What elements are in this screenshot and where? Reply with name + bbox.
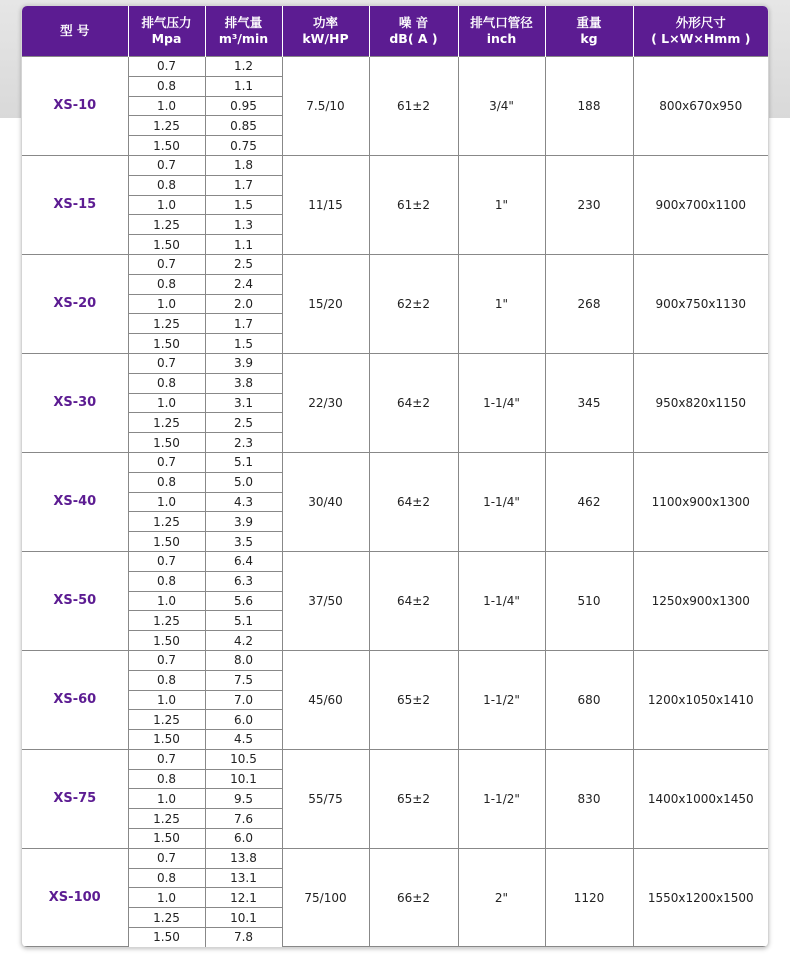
outlet-cell: 1-1/4" <box>458 452 545 551</box>
flow-cell: 0.95 <box>205 96 282 116</box>
dimensions-cell: 950x820x1150 <box>633 353 768 452</box>
flow-cell: 3.5 <box>205 532 282 552</box>
pressure-cell: 1.50 <box>128 235 205 255</box>
pressure-cell: 1.0 <box>128 393 205 413</box>
flow-cell: 1.5 <box>205 195 282 215</box>
power-cell: 55/75 <box>282 749 369 848</box>
flow-cell: 1.8 <box>205 155 282 175</box>
header-flow: 排气量 m³/min <box>205 6 282 57</box>
flow-cell: 2.5 <box>205 413 282 433</box>
flow-cell: 7.0 <box>205 690 282 710</box>
table-row <box>22 848 768 868</box>
weight-cell: 230 <box>545 155 633 254</box>
pressure-cell: 0.7 <box>128 254 205 274</box>
pressure-cell: 1.0 <box>128 492 205 512</box>
header-weight: 重量 kg <box>545 6 633 57</box>
table-header-row <box>22 6 768 57</box>
pressure-cell: 0.8 <box>128 274 205 294</box>
flow-cell: 5.0 <box>205 472 282 492</box>
noise-cell: 64±2 <box>369 452 458 551</box>
flow-cell: 7.5 <box>205 670 282 690</box>
pressure-cell: 1.25 <box>128 512 205 532</box>
weight-cell: 510 <box>545 551 633 650</box>
pressure-cell: 0.7 <box>128 353 205 373</box>
pressure-cell: 0.7 <box>128 650 205 670</box>
outlet-cell: 1" <box>458 254 545 353</box>
model-cell: XS-15 <box>22 155 128 254</box>
dimensions-cell: 1200x1050x1410 <box>633 650 768 749</box>
pressure-cell: 0.7 <box>128 848 205 868</box>
pressure-cell: 0.8 <box>128 76 205 96</box>
pressure-cell: 1.50 <box>128 532 205 552</box>
pressure-cell: 1.25 <box>128 611 205 631</box>
pressure-cell: 1.50 <box>128 433 205 453</box>
power-cell: 11/15 <box>282 155 369 254</box>
pressure-cell: 1.0 <box>128 591 205 611</box>
spec-table-card <box>21 5 769 948</box>
power-cell: 15/20 <box>282 254 369 353</box>
flow-cell: 3.9 <box>205 353 282 373</box>
flow-cell: 10.5 <box>205 749 282 769</box>
flow-cell: 2.0 <box>205 294 282 314</box>
header-pressure: 排气压力 Mpa <box>128 6 205 57</box>
noise-cell: 61±2 <box>369 155 458 254</box>
flow-cell: 3.9 <box>205 512 282 532</box>
pressure-cell: 1.0 <box>128 888 205 908</box>
flow-cell: 6.3 <box>205 571 282 591</box>
pressure-cell: 1.25 <box>128 809 205 829</box>
dimensions-cell: 900x750x1130 <box>633 254 768 353</box>
power-cell: 75/100 <box>282 848 369 946</box>
weight-cell: 462 <box>545 452 633 551</box>
pressure-cell: 1.50 <box>128 631 205 651</box>
flow-cell: 3.1 <box>205 393 282 413</box>
pressure-cell: 0.8 <box>128 472 205 492</box>
pressure-cell: 1.0 <box>128 96 205 116</box>
model-cell: XS-10 <box>22 57 128 156</box>
header-noise: 噪 音 dB( A ) <box>369 6 458 57</box>
pressure-cell: 0.8 <box>128 670 205 690</box>
pressure-cell: 1.50 <box>128 136 205 156</box>
flow-cell: 5.6 <box>205 591 282 611</box>
flow-cell: 1.1 <box>205 235 282 255</box>
weight-cell: 830 <box>545 749 633 848</box>
pressure-cell: 1.0 <box>128 294 205 314</box>
flow-cell: 3.8 <box>205 373 282 393</box>
dimensions-cell: 1100x900x1300 <box>633 452 768 551</box>
flow-cell: 2.5 <box>205 254 282 274</box>
dimensions-cell: 800x670x950 <box>633 57 768 156</box>
power-cell: 30/40 <box>282 452 369 551</box>
pressure-cell: 1.50 <box>128 334 205 354</box>
flow-cell: 10.1 <box>205 908 282 928</box>
pressure-cell: 1.25 <box>128 314 205 334</box>
flow-cell: 2.3 <box>205 433 282 453</box>
flow-cell: 10.1 <box>205 769 282 789</box>
flow-cell: 5.1 <box>205 611 282 631</box>
flow-cell: 6.0 <box>205 710 282 730</box>
flow-cell: 1.7 <box>205 175 282 195</box>
weight-cell: 680 <box>545 650 633 749</box>
pressure-cell: 1.25 <box>128 413 205 433</box>
flow-cell: 7.6 <box>205 809 282 829</box>
noise-cell: 65±2 <box>369 749 458 848</box>
dimensions-cell: 1400x1000x1450 <box>633 749 768 848</box>
table-row <box>22 254 768 274</box>
pressure-cell: 0.8 <box>128 373 205 393</box>
pressure-cell: 0.7 <box>128 551 205 571</box>
outlet-cell: 1-1/2" <box>458 650 545 749</box>
flow-cell: 1.5 <box>205 334 282 354</box>
flow-cell: 13.8 <box>205 848 282 868</box>
pressure-cell: 1.50 <box>128 829 205 849</box>
model-cell: XS-50 <box>22 551 128 650</box>
flow-cell: 0.85 <box>205 116 282 136</box>
header-model: 型 号 <box>22 6 128 57</box>
flow-cell: 8.0 <box>205 650 282 670</box>
noise-cell: 65±2 <box>369 650 458 749</box>
noise-cell: 64±2 <box>369 353 458 452</box>
pressure-cell: 1.0 <box>128 789 205 809</box>
pressure-cell: 1.50 <box>128 928 205 947</box>
model-cell: XS-30 <box>22 353 128 452</box>
table-row <box>22 551 768 571</box>
pressure-cell: 0.7 <box>128 57 205 77</box>
pressure-cell: 1.0 <box>128 690 205 710</box>
pressure-cell: 0.8 <box>128 571 205 591</box>
pressure-cell: 1.25 <box>128 908 205 928</box>
weight-cell: 1120 <box>545 848 633 946</box>
pressure-cell: 0.7 <box>128 749 205 769</box>
weight-cell: 268 <box>545 254 633 353</box>
pressure-cell: 1.0 <box>128 195 205 215</box>
outlet-cell: 1-1/4" <box>458 551 545 650</box>
outlet-cell: 1" <box>458 155 545 254</box>
table-row <box>22 353 768 373</box>
model-cell: XS-100 <box>22 848 128 946</box>
weight-cell: 345 <box>545 353 633 452</box>
flow-cell: 0.75 <box>205 136 282 156</box>
flow-cell: 6.4 <box>205 551 282 571</box>
outlet-cell: 3/4" <box>458 57 545 156</box>
flow-cell: 1.2 <box>205 57 282 77</box>
dimensions-cell: 1250x900x1300 <box>633 551 768 650</box>
flow-cell: 13.1 <box>205 868 282 888</box>
pressure-cell: 1.25 <box>128 116 205 136</box>
flow-cell: 2.4 <box>205 274 282 294</box>
flow-cell: 4.2 <box>205 631 282 651</box>
outlet-cell: 1-1/4" <box>458 353 545 452</box>
flow-cell: 6.0 <box>205 829 282 849</box>
flow-cell: 7.8 <box>205 928 282 947</box>
flow-cell: 1.1 <box>205 76 282 96</box>
pressure-cell: 1.25 <box>128 710 205 730</box>
pressure-cell: 0.7 <box>128 155 205 175</box>
table-row <box>22 749 768 769</box>
flow-cell: 12.1 <box>205 888 282 908</box>
table-row <box>22 452 768 472</box>
model-cell: XS-75 <box>22 749 128 848</box>
outlet-cell: 2" <box>458 848 545 946</box>
header-power: 功率 kW/HP <box>282 6 369 57</box>
model-cell: XS-40 <box>22 452 128 551</box>
flow-cell: 4.3 <box>205 492 282 512</box>
pressure-cell: 0.8 <box>128 175 205 195</box>
spec-table <box>22 6 768 947</box>
flow-cell: 9.5 <box>205 789 282 809</box>
flow-cell: 1.7 <box>205 314 282 334</box>
power-cell: 45/60 <box>282 650 369 749</box>
weight-cell: 188 <box>545 57 633 156</box>
table-row <box>22 57 768 77</box>
flow-cell: 5.1 <box>205 452 282 472</box>
table-row <box>22 650 768 670</box>
pressure-cell: 0.8 <box>128 769 205 789</box>
model-cell: XS-60 <box>22 650 128 749</box>
noise-cell: 66±2 <box>369 848 458 946</box>
dimensions-cell: 1550x1200x1500 <box>633 848 768 946</box>
power-cell: 22/30 <box>282 353 369 452</box>
pressure-cell: 1.25 <box>128 215 205 235</box>
power-cell: 37/50 <box>282 551 369 650</box>
flow-cell: 1.3 <box>205 215 282 235</box>
pressure-cell: 1.50 <box>128 730 205 750</box>
pressure-cell: 0.8 <box>128 868 205 888</box>
table-row <box>22 155 768 175</box>
flow-cell: 4.5 <box>205 730 282 750</box>
model-cell: XS-20 <box>22 254 128 353</box>
header-dimensions: 外形尺寸 ( L×W×Hmm ) <box>633 6 768 57</box>
header-outlet: 排气口管径 inch <box>458 6 545 57</box>
dimensions-cell: 900x700x1100 <box>633 155 768 254</box>
noise-cell: 62±2 <box>369 254 458 353</box>
pressure-cell: 0.7 <box>128 452 205 472</box>
noise-cell: 61±2 <box>369 57 458 156</box>
noise-cell: 64±2 <box>369 551 458 650</box>
power-cell: 7.5/10 <box>282 57 369 156</box>
outlet-cell: 1-1/2" <box>458 749 545 848</box>
